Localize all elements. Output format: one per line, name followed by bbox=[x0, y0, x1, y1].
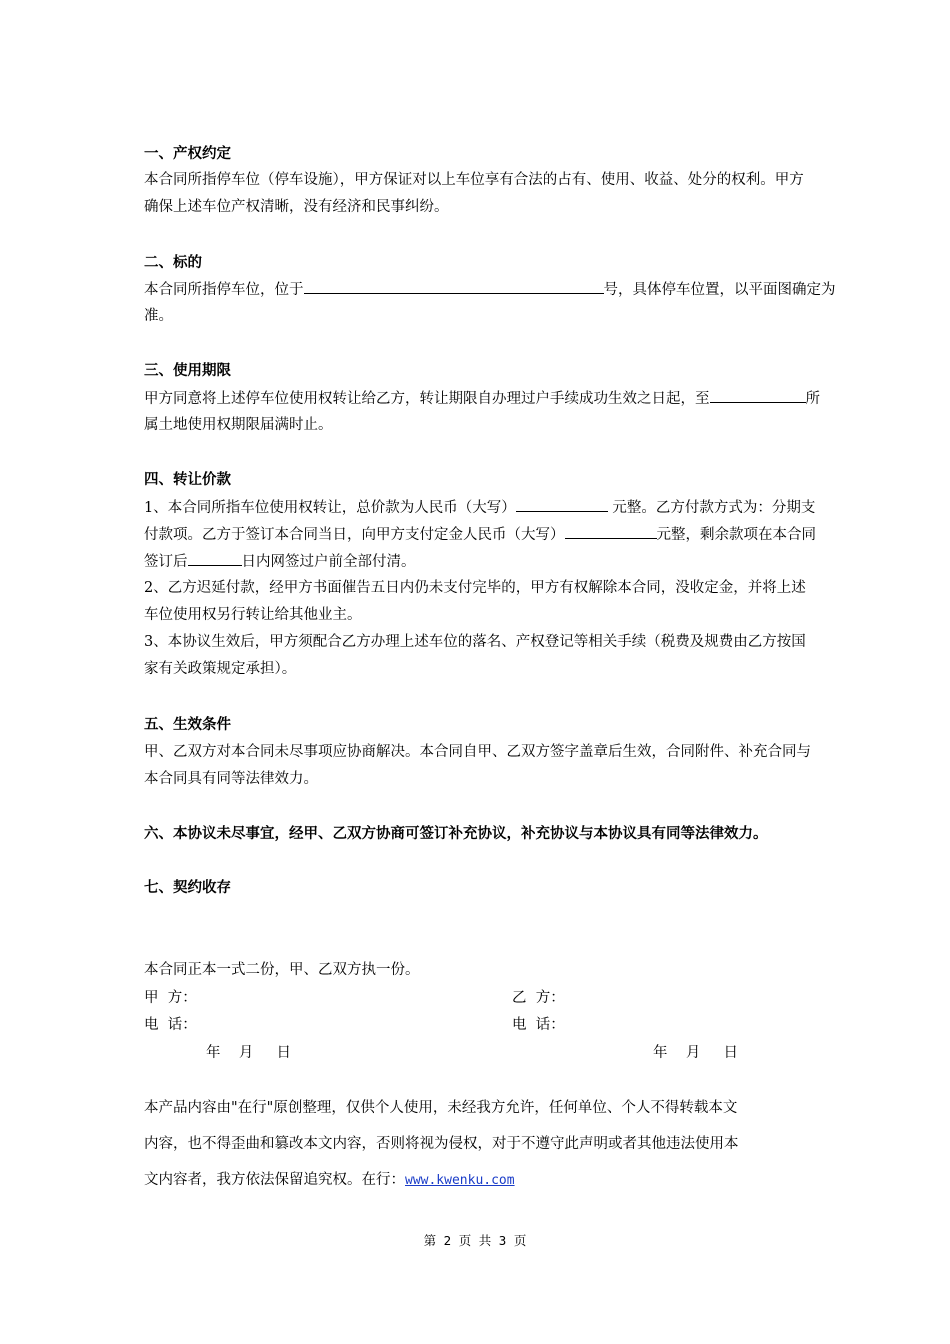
item-1-line-2-post: 元整，剩余款项在本合同 bbox=[656, 527, 816, 543]
section-5-heading: 五、生效条件 bbox=[144, 717, 231, 733]
section-4-item-3-line-2: 家有关政策规定承担）。 bbox=[144, 661, 297, 677]
section-2-text-pre: 本合同所指停车位，位于 bbox=[144, 282, 304, 298]
date-b-label: 年 月 日 bbox=[653, 1045, 738, 1061]
location-blank bbox=[304, 279, 604, 294]
section-3-line-1 bbox=[144, 388, 880, 409]
section-2-text-post: 号，具体停车位置，以平面图确定为 bbox=[603, 282, 836, 298]
section-2-heading: 二、标的 bbox=[144, 255, 202, 271]
notice-line-3 bbox=[144, 1170, 804, 1191]
section-4-item-2-line-1: 2、乙方迟延付款，经甲方书面催告五日内仍未支付完毕的，甲方有权解除本合同，没收定金，并将上述 bbox=[144, 580, 806, 596]
website-link[interactable]: www.kwenku.com bbox=[405, 1173, 515, 1188]
party-b-label: 乙 方： bbox=[512, 990, 565, 1006]
section-2-line-1 bbox=[144, 279, 880, 300]
phone-a-label: 电 话： bbox=[144, 1017, 197, 1033]
section-1-line-2: 确保上述车位产权清晰，没有经济和民事纠纷。 bbox=[144, 199, 449, 215]
item-1-line-3-pre: 签订后 bbox=[144, 554, 188, 570]
party-a-label: 甲 方： bbox=[144, 990, 197, 1006]
section-3-text-post: 所 bbox=[805, 391, 820, 407]
section-6-heading: 六、本协议未尽事宜，经甲、乙双方协商可签订补充协议，补充协议与本协议具有同等法律效力。 bbox=[144, 826, 768, 842]
page-number: 第 2 页 共 3 页 bbox=[423, 1233, 527, 1248]
section-4-item-1-line-3 bbox=[144, 551, 880, 572]
section-7-heading: 七、契约收存 bbox=[144, 880, 231, 896]
total-price-blank bbox=[516, 497, 608, 512]
section-1-line-1: 本合同所指停车位（停车设施），甲方保证对以上车位享有合法的占有、使用、收益、处分的权利。甲方 bbox=[144, 172, 804, 188]
date-a-label: 年 月 日 bbox=[206, 1045, 291, 1061]
term-blank bbox=[710, 388, 806, 403]
section-5-line-2: 本合同具有同等法律效力。 bbox=[144, 771, 318, 787]
section-5-line-1: 甲、乙双方对本合同未尽事项应协商解决。本合同自甲、乙双方签字盖章后生效，合同附件、补充合同与 bbox=[144, 744, 811, 760]
deposit-blank bbox=[565, 524, 657, 539]
section-3-text-pre: 甲方同意将上述停车位使用权转让给乙方，转让期限自办理过户手续成功生效之日起，至 bbox=[144, 391, 710, 407]
notice-line-1: 本产品内容由"在行"原创整理，仅供个人使用，未经我方允许，任何单位、个人不得转载本文 bbox=[144, 1100, 738, 1116]
item-1-text-post: 元整。乙方付款方式为：分期支 bbox=[607, 500, 816, 516]
phone-b-label: 电 话： bbox=[512, 1017, 565, 1033]
section-2-line-2: 准。 bbox=[144, 308, 173, 324]
notice-line-2: 内容，也不得歪曲和篡改本文内容，否则将视为侵权，对于不遵守此声明或者其他违法使用本 bbox=[144, 1136, 739, 1152]
copies-statement: 本合同正本一式二份，甲、乙双方执一份。 bbox=[144, 962, 420, 978]
item-1-line-3-post: 日内网签过户前全部付清。 bbox=[241, 554, 416, 570]
section-3-heading: 三、使用期限 bbox=[144, 363, 231, 379]
section-3-line-2: 属土地使用权期限届满时止。 bbox=[144, 417, 333, 433]
section-4-item-3-line-1: 3、本协议生效后，甲方须配合乙方办理上述车位的落名、产权登记等相关手续（税费及规费由乙方按国 bbox=[144, 634, 806, 650]
item-1-text-pre: 1、本合同所指车位使用权转让，总价款为人民币（大写） bbox=[144, 500, 516, 516]
section-4-heading: 四、转让价款 bbox=[144, 472, 231, 488]
notice-line-3-text: 文内容者，我方依法保留追究权。在行： bbox=[144, 1172, 405, 1188]
days-blank bbox=[188, 551, 242, 566]
item-1-line-2-pre: 付款项。乙方于签订本合同当日，向甲方支付定金人民币（大写） bbox=[144, 527, 565, 543]
section-4-item-1-line-2 bbox=[144, 524, 880, 545]
section-4-item-2-line-2: 车位使用权另行转让给其他业主。 bbox=[144, 607, 362, 623]
section-4-item-1-line-1 bbox=[144, 497, 880, 518]
section-1-heading: 一、产权约定 bbox=[144, 146, 231, 162]
